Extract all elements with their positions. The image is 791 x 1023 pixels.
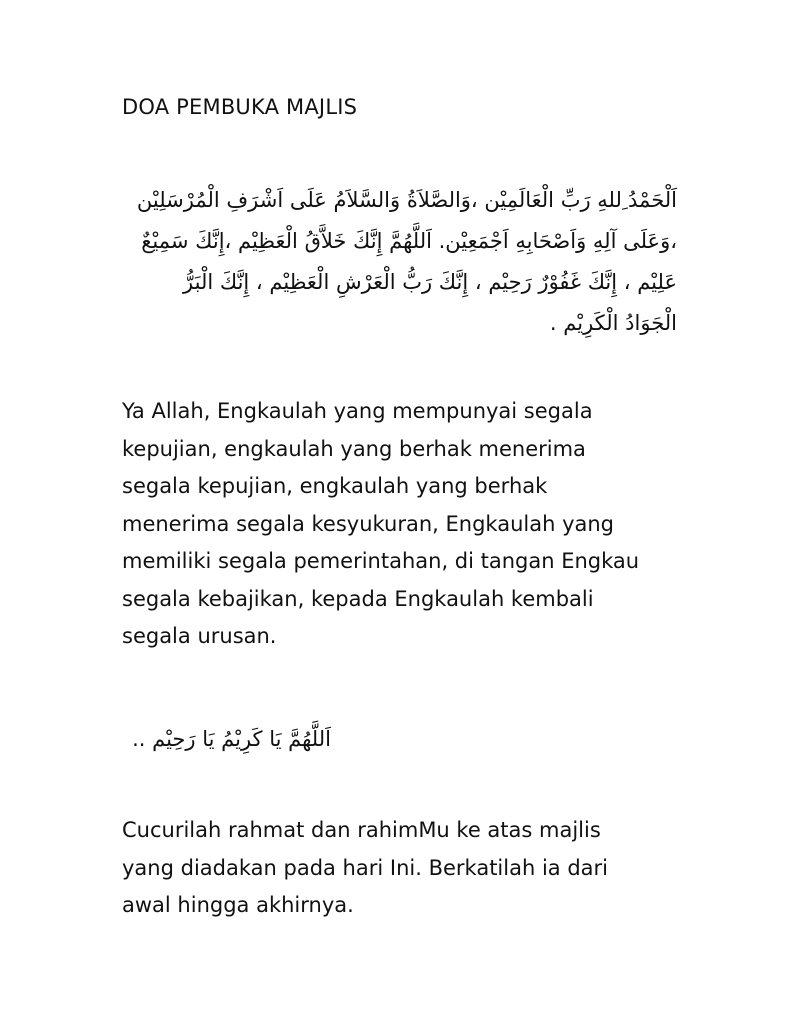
arabic-prayer-line: ،وَعَلَى آلِهِ وَاَصْحَابِهِ اَجْمَعِيْن. اَللَّهُمَّ إِنَّكَ خَلاَّقُ الْعَظِيْم ،إِنَّكَ سَمِيْعٌ [141, 229, 677, 253]
paragraph-line: Ya Allah, Engkaulah yang mempunyai segala [122, 399, 593, 423]
translation-paragraph-2 [122, 812, 682, 925]
paragraph-line: yang diadakan pada hari Ini. Berkatilah ia dari [122, 855, 608, 880]
arabic-prayer-line: اَلْحَمْدُ ِللهِ رَبِّ الْعَالَمِيْن ،وَالصَّلاَةُ وَالسَّلاَمُ عَلَى اَشْرَفِ الْمُرْسَلِيْن [136, 188, 677, 212]
paragraph-line: memiliki segala pemerintahan, di tangan Engkau [122, 549, 640, 573]
arabic-prayer-line: الْجَوَادُ الْكَرِيْم . [549, 311, 677, 335]
paragraph-line: Cucurilah rahmat dan rahimMu ke atas majlis [122, 818, 601, 842]
arabic-invocation: اَللَّهُمَّ يَا كَرِيْمُ يَا رَحِيْم .. [132, 727, 331, 751]
arabic-prayer [110, 180, 677, 344]
paragraph-line: segala urusan. [122, 624, 277, 648]
paragraph-line: segala kebajikan, kepada Engkaulah kembali [122, 586, 594, 611]
document-title: DOA PEMBUKA MAJLIS [122, 95, 358, 119]
arabic-prayer-line: عَلِيْم ، إِنَّكَ غَفُوْرٌ رَحِيْم ، إِنَّكَ رَبُّ الْعَرْشِ الْعَظِيْم ، إِنَّكَ الْبَرُّ [183, 270, 677, 294]
paragraph-line: awal hingga akhirnya. [122, 893, 354, 917]
paragraph-line: menerima segala kesyukuran, Engkaulah yang [122, 511, 615, 536]
paragraph-line: kepujian, engkaulah yang berhak menerima [122, 436, 586, 461]
paragraph-line: segala kepujian, engkaulah yang berhak [122, 474, 548, 498]
translation-paragraph-1 [122, 393, 682, 656]
